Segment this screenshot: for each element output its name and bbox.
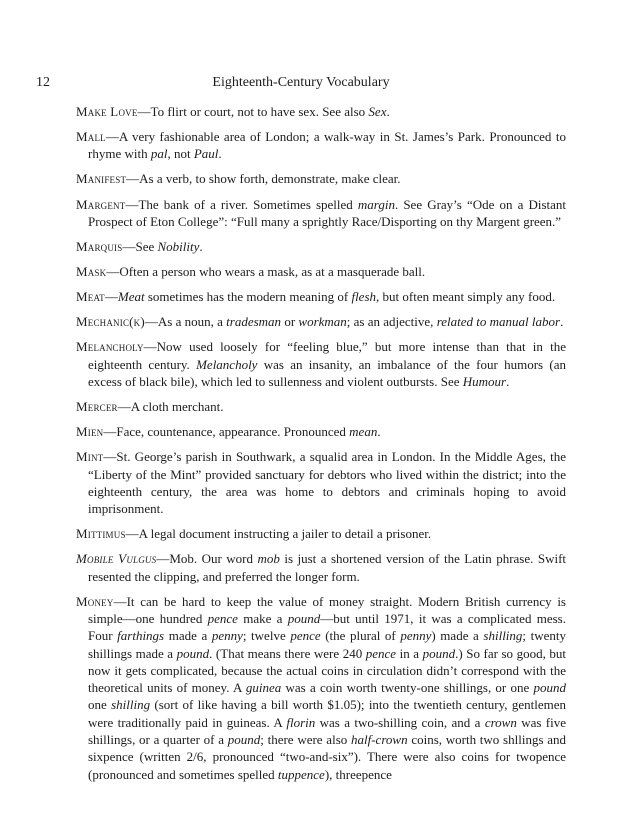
entry-term: Mobile Vulgus (76, 551, 157, 567)
glossary-entry-meat (76, 288, 566, 305)
entry-term: Mien (76, 424, 104, 440)
entry-term: Melancholy (76, 339, 144, 355)
entry-body: —Face, countenance, appearance. Pronounced mean. (103, 424, 381, 440)
glossary-entry-mien (76, 423, 566, 440)
entry-term: Mint (76, 449, 104, 465)
entry-body: —As a noun, a tradesman or workman; as an adjective, related to manual labor. (144, 314, 564, 330)
glossary-entry-mobile-vulgus (76, 550, 566, 585)
glossary-entry-money (76, 593, 566, 783)
glossary-entry-margent (76, 196, 566, 231)
entry-term: Manifest (76, 171, 127, 187)
glossary-entry-mittimus (76, 525, 566, 542)
entry-term: Mercer (76, 399, 118, 415)
entry-body: —A very fashionable area of London; a walk-way in St. James’s Park. Pronounced to rhyme with pal, not Paul. (88, 129, 566, 162)
glossary-entry-mercer (76, 398, 566, 415)
entry-term: Mechanic(k) (76, 314, 145, 330)
glossary-entry-mechanick (76, 313, 566, 330)
entry-term: Make Love (76, 104, 138, 119)
entry-term: Money (76, 593, 114, 609)
glossary-entry-mask (76, 263, 566, 280)
entry-term: Mittimus (76, 526, 126, 542)
glossary-entry-mall (76, 128, 566, 163)
entry-body: —A cloth merchant. (117, 399, 224, 415)
entry-body: —Now used loosely for “feeling blue,” but more intense than that in the eighteenth century. Melancholy was an insanity, an imbalance of the four humors (an excess of black bile), which led to sullenness and violent outbursts. See Humour. (88, 339, 566, 389)
entry-body: —It can be hard to keep the value of money straight. Modern British currency is simple—one hundred pence make a pound—but until 1971, it was a complicated mess. Four farthings made a penny; twelve pence (the plural of penny) made a shilling; twenty shillings made a pound. (That means there were 240 pence in a pound.) So far so good, but now it gets complicated, because the actual coins in circulation didn’t correspond with the theoretical units of money. A guinea was a coin worth twenty-one shillings, or one pound one shilling (sort of like having a bill worth $1.05); into the twentieth century, gentlemen were traditionally paid in guineas. A florin was a two-shilling coin, and a crown was five shillings, or a quarter of a pound; there were also half-crown coins, worth two shllings and sixpence (written 2/6, pronounced “two-and-six”). There were also coins for twopence (pronounced and sometimes spelled tuppence), threepence (88, 593, 567, 782)
glossary-entry-marquis (76, 238, 566, 255)
entry-body: —The bank of a river. Sometimes spelled margin. See Gray’s “Ode on a Distant Prospect of Eton College”: “Full many a sprightly Race/Disporting on thy Margent green.” (88, 196, 566, 229)
entry-body: —A legal document instructing a jailer to detail a prisoner. (125, 526, 432, 542)
running-title: Eighteenth-Century Vocabulary (212, 75, 390, 90)
entry-body: —Often a person who wears a mask, as at a masquerade ball. (106, 264, 426, 280)
entry-body: —To flirt or court, not to have sex. See also Sex. (137, 104, 390, 119)
entry-body: —Mob. Our word mob is just a shortened version of the Latin phrase. Swift resented the clipping, and preferred the longer form. (88, 551, 567, 584)
entry-term: Mall (76, 129, 106, 145)
glossary-entry-make-love (76, 103, 566, 120)
entry-body: —St. George’s parish in Southwark, a squalid area in London. In the Middle Ages, the “Liberty of the Mint” provided sanctuary for debtors who lived within the district; into the eighteenth century, the area was home to debtors and criminals hoping to avoid imprisonment. (88, 449, 566, 517)
glossary-entry-manifest (76, 170, 566, 187)
entry-term: Margent (76, 196, 126, 212)
page-number: 12 (36, 75, 50, 90)
entry-body: —See Nobility. (122, 238, 203, 254)
glossary-entry-mint (76, 448, 566, 517)
entry-term: Meat (76, 289, 105, 305)
entry-term: Mask (76, 264, 107, 280)
entry-term: Marquis (76, 238, 123, 254)
glossary-entries (76, 103, 566, 791)
entry-body: —Meat sometimes has the modern meaning of flesh, but often meant simply any food. (104, 289, 556, 305)
page-header (36, 75, 566, 95)
entry-body: —As a verb, to show forth, demonstrate, make clear. (126, 171, 401, 187)
glossary-entry-melancholy (76, 338, 566, 390)
